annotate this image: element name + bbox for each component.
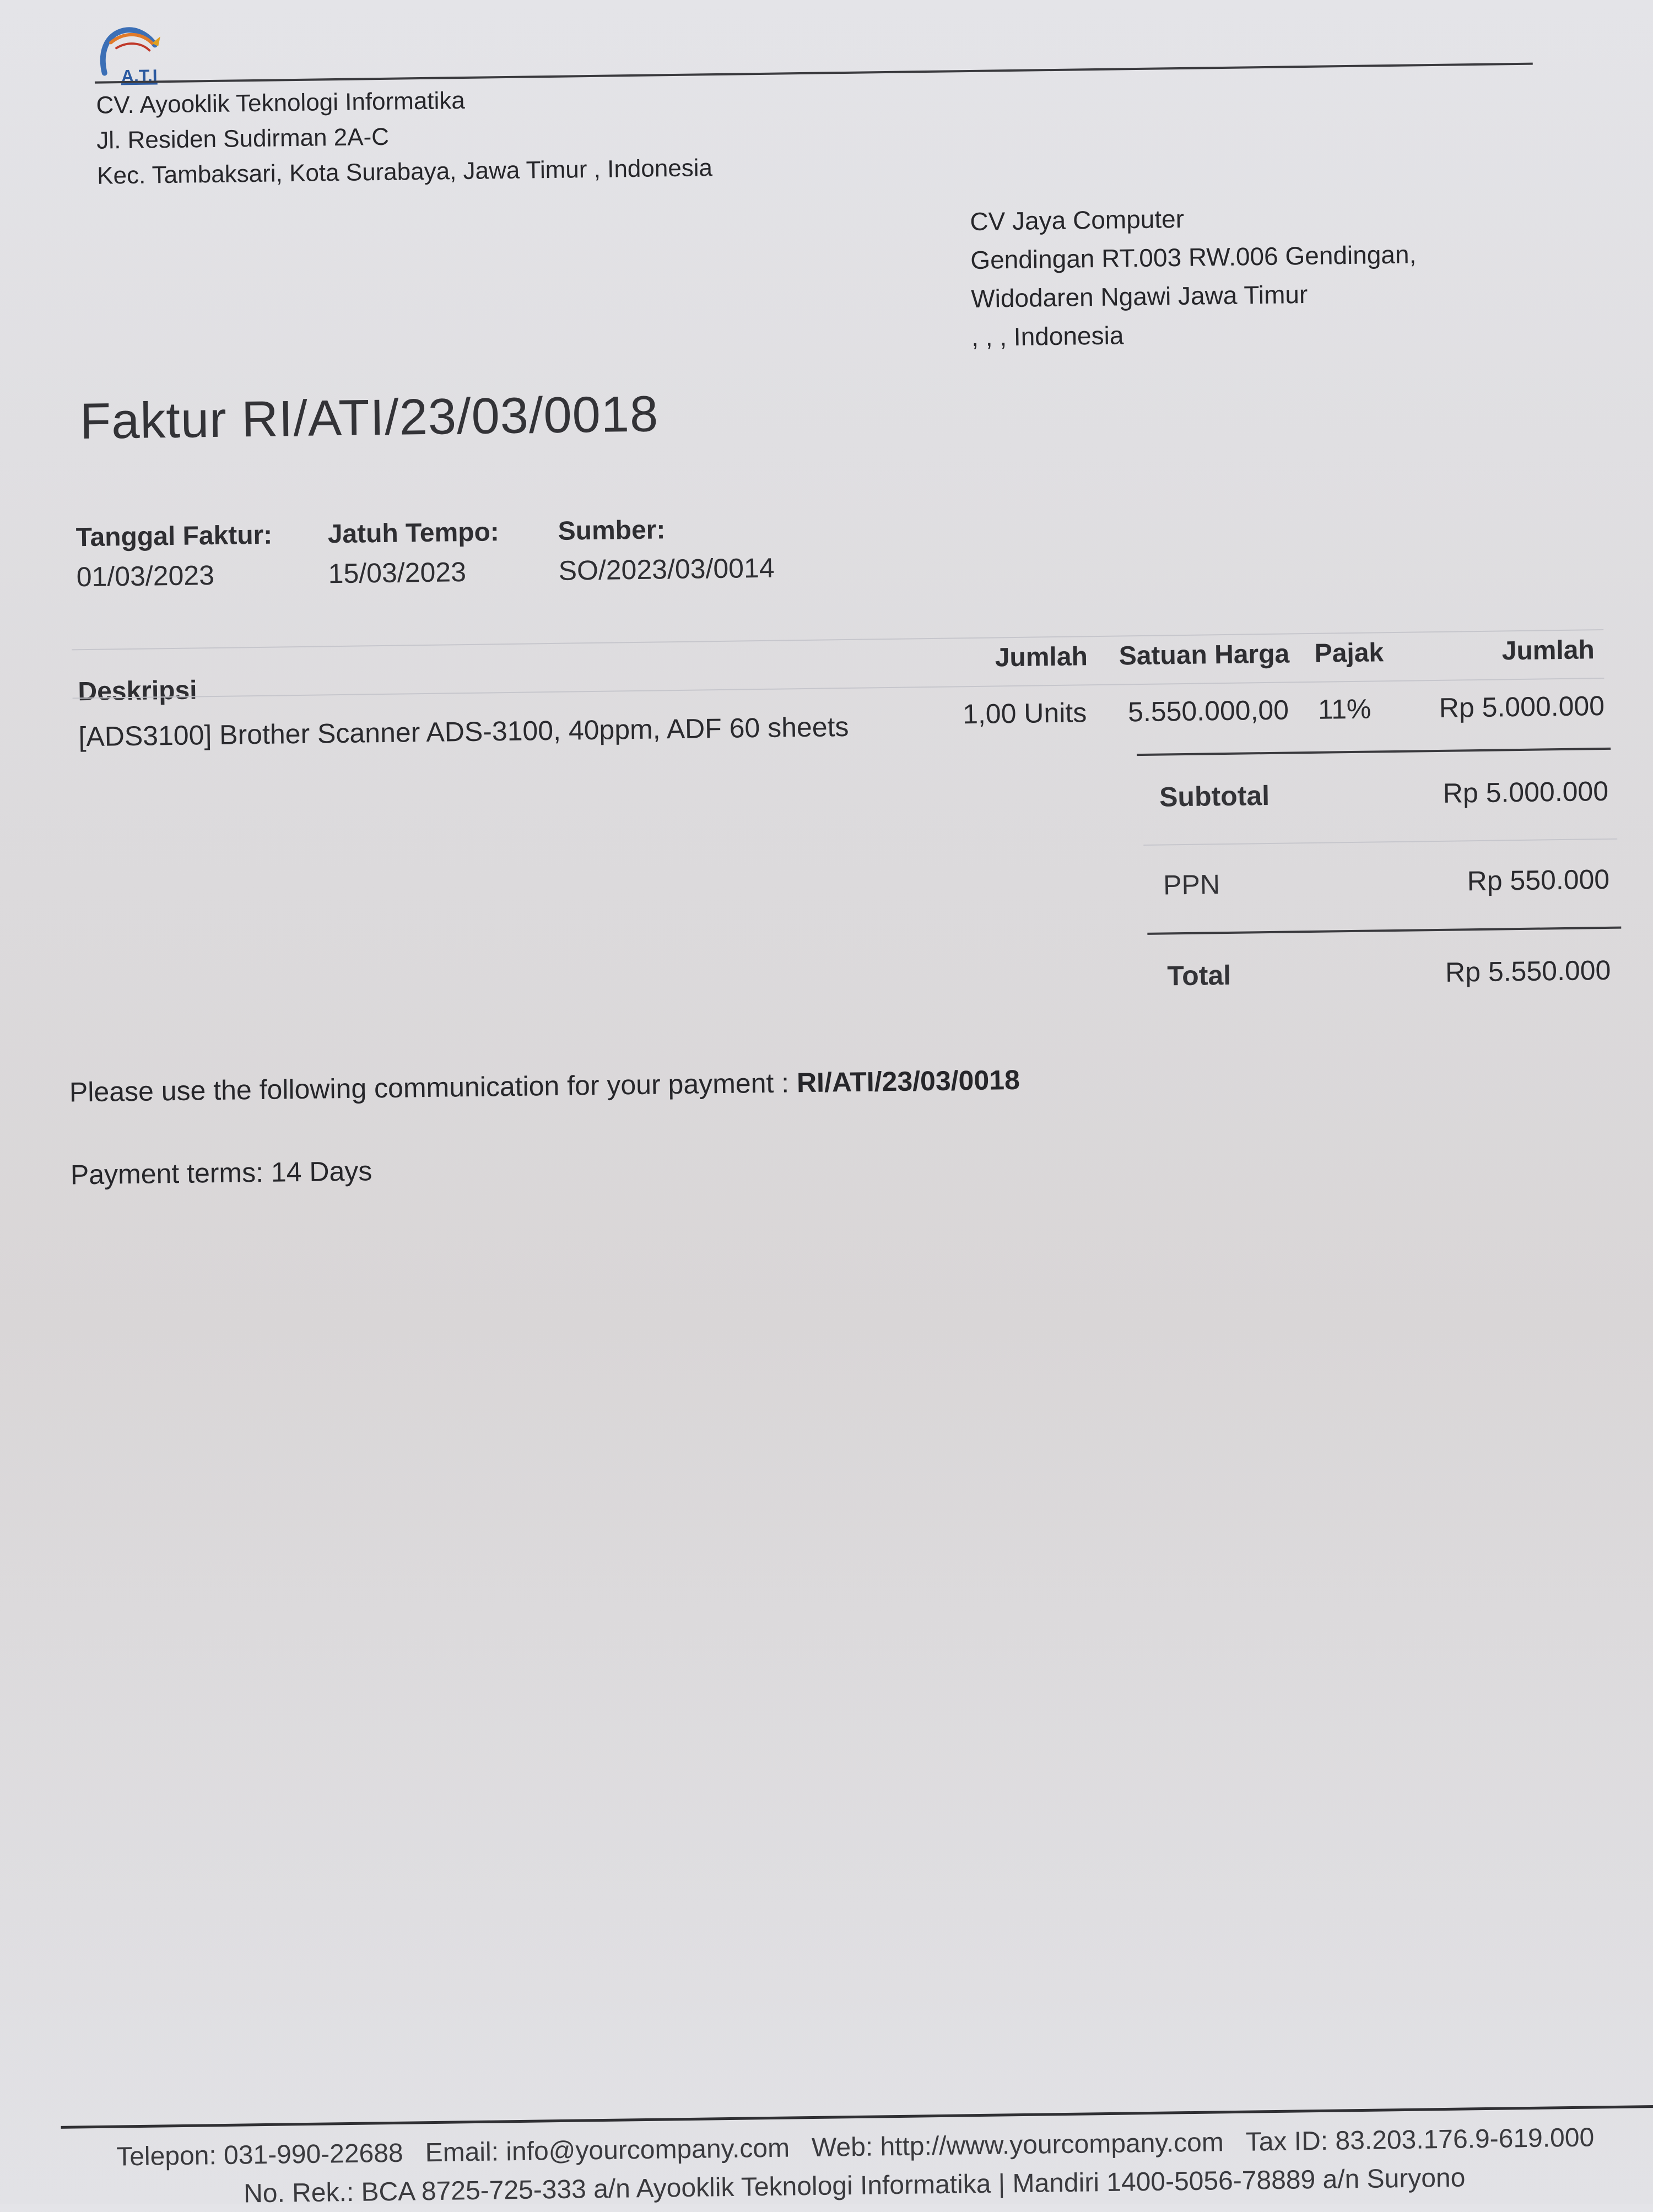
payment-communication-text: Please use the following communication for your payment : (69, 1067, 797, 1108)
col-header-description: Deskripsi (78, 675, 197, 707)
company-logo (94, 20, 178, 87)
invoice-date-label: Tanggal Faktur: (75, 520, 273, 553)
invoice-title: Faktur RI/ATI/23/03/0018 (79, 386, 659, 450)
row-quantity: 1,00 Units (962, 697, 1087, 730)
subtotal-divider (1143, 839, 1617, 846)
due-date-label: Jatuh Tempo: (327, 517, 500, 549)
company-name: CV. Ayooklik Teknologi Informatika (96, 86, 466, 119)
row-tax: 11% (1317, 693, 1371, 725)
footer-tax-id: Tax ID: 83.203.176.9-619.000 (1245, 2123, 1595, 2157)
row-description: [ADS3100] Brother Scanner ADS-3100, 40ppm, ADF 60 sheets (78, 711, 849, 753)
row-unit-price: 5.550.000,00 (1127, 694, 1289, 728)
col-header-unit-price: Satuan Harga (1119, 639, 1290, 671)
source-label: Sumber: (558, 515, 666, 546)
totals-top-divider (1137, 748, 1611, 756)
due-date-value: 15/03/2023 (328, 556, 467, 589)
subtotal-label: Subtotal (1159, 780, 1270, 813)
source-value: SO/2023/03/0014 (558, 552, 775, 586)
customer-address-line3: , , , Indonesia (971, 321, 1124, 351)
payment-terms: Payment terms: 14 Days (70, 1155, 372, 1191)
total-divider (1147, 927, 1621, 935)
row-amount: Rp 5.000.000 (1439, 690, 1605, 723)
col-header-tax: Pajak (1314, 638, 1384, 668)
col-header-amount: Jumlah (1501, 635, 1595, 666)
logo-text: A.T.I (121, 66, 158, 86)
footer-email: Email: info@yourcompany.com (425, 2133, 790, 2168)
header-divider (95, 63, 1533, 84)
table-header-divider (73, 678, 1605, 699)
ati-logo-icon (94, 20, 178, 87)
customer-name: CV Jaya Computer (970, 204, 1185, 236)
tax-value: Rp 550.000 (1467, 863, 1610, 897)
customer-address-line2: Widodaren Ngawi Jawa Timur (970, 279, 1308, 313)
company-address-line1: Jl. Residen Sudirman 2A-C (96, 123, 390, 154)
payment-reference: RI/ATI/23/03/0018 (796, 1064, 1020, 1099)
payment-communication (69, 1064, 1020, 1108)
subtotal-value: Rp 5.000.000 (1443, 775, 1609, 809)
company-address-line2: Kec. Tambaksari, Kota Surabaya, Jawa Timur , Indonesia (96, 154, 713, 190)
total-value: Rp 5.550.000 (1445, 954, 1611, 988)
footer-bank-accounts: No. Rek.: BCA 8725-725-333 a/n Ayooklik Teknologi Informatika | Mandiri 1400-5056-78889 a/n Suryono (243, 2163, 1466, 2209)
invoice-date-value: 01/03/2023 (76, 560, 215, 593)
footer-web: Web: http://www.yourcompany.com (811, 2128, 1224, 2163)
tax-label: PPN (1163, 869, 1220, 901)
footer-phone: Telepon: 031-990-22688 (116, 2138, 404, 2172)
customer-address-line1: Gendingan RT.003 RW.006 Gendingan, (970, 240, 1417, 274)
col-header-quantity: Jumlah (995, 642, 1088, 673)
total-label: Total (1167, 959, 1231, 992)
